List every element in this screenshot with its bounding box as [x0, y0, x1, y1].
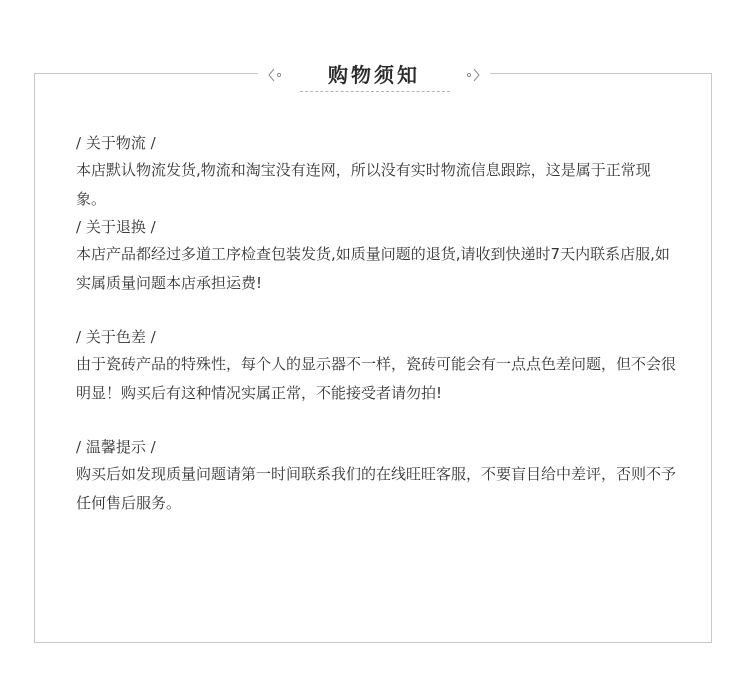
section-body: 由于瓷砖产品的特殊性，每个人的显示器不一样，瓷砖可能会有一点点色差问题，但不会很明显！购买后有这种情况实属正常，不能接受者请勿拍!: [76, 355, 677, 402]
section-heading: / 关于色差 /: [76, 328, 156, 346]
section-body: 本店默认物流发货,物流和淘宝没有连网，所以没有实时物流信息跟踪，这是属于正常现象。: [76, 161, 651, 208]
page-title: 购物须知: [328, 63, 420, 87]
section-heading: / 关于物流 /: [76, 134, 156, 152]
section-returns: [76, 214, 676, 298]
section-body: 本店产品都经过多道工序检查包装发货,如质量问题的退货,请收到快递时7天内联系店服,如实属质量问题本店承担运费!: [76, 245, 670, 292]
title-underline: [300, 91, 450, 92]
section-logistics: [76, 130, 676, 214]
section-heading: / 温馨提示 /: [76, 438, 156, 456]
section-body: 购买后如发现质量问题请第一时间联系我们的在线旺旺客服，不要盲目给中差评，否则不予任何售后服务。: [76, 465, 677, 512]
section-tips: [76, 434, 676, 518]
notice-content: [76, 130, 676, 518]
section-color-difference: [76, 324, 676, 408]
section-heading: / 关于退换 /: [76, 218, 156, 236]
right-ornament-icon: [462, 65, 482, 85]
title-block: [258, 55, 490, 95]
